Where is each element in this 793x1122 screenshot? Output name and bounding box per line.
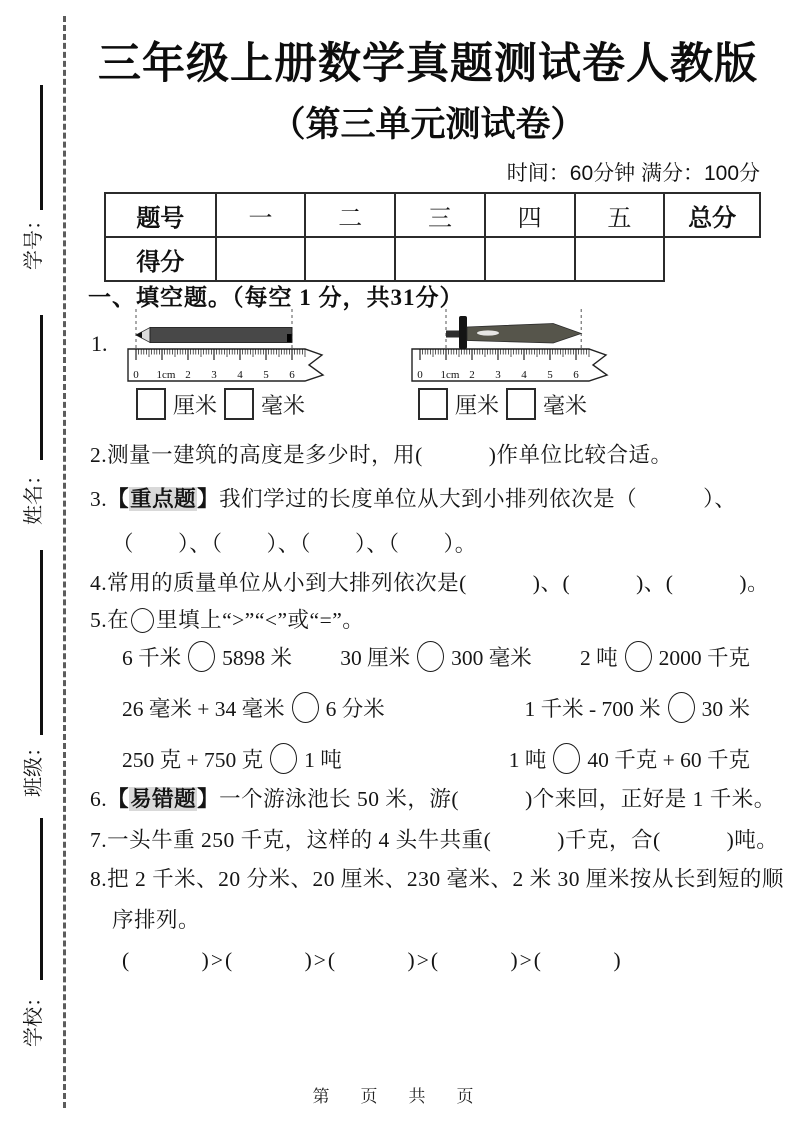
question-3-number: 3.: [90, 487, 108, 511]
comparison-right-value: 2000 千克: [658, 645, 750, 670]
score-header-cell: 总分: [664, 193, 760, 237]
comparison-right-value: 5898 米: [222, 645, 293, 670]
comparison-circle: [292, 692, 319, 723]
question-8-line1: 8.把 2 千米、20 分米、20 厘米、230 毫米、2 米 30 厘米按从长到短的顺: [90, 867, 784, 891]
unit-label-mm: 毫米: [543, 392, 588, 418]
comparison-pair: [524, 692, 750, 723]
comparison-right-value: 6 分米: [325, 696, 385, 721]
error-prone-badge: 易错题: [130, 787, 197, 811]
comparison-pair: [340, 641, 532, 672]
score-empty-cell: [575, 237, 665, 281]
unit-label-cm: 厘米: [455, 392, 500, 418]
score-empty-cell: [395, 237, 485, 281]
student-info-fill-line: [40, 550, 43, 735]
badge-bracket: 】: [197, 487, 220, 511]
page-footer: 第 页 共 页: [312, 1087, 481, 1106]
score-empty-cell: [485, 237, 575, 281]
fill-circle-icon: [131, 608, 154, 633]
ruler-number: 4: [237, 369, 243, 381]
key-question-badge: 重点题: [130, 487, 197, 511]
sword-handle: [446, 331, 460, 338]
question-3: [90, 482, 766, 513]
margin-label-school: 学校：: [23, 987, 45, 1047]
ruler-number: 6: [289, 369, 295, 381]
question-3-line2: （ ）、（ ）、（ ）、（ ）。: [112, 532, 477, 556]
score-header-cell: 五: [575, 193, 665, 237]
student-info-fill-line: [40, 818, 43, 980]
question-5-intro-suffix: 里填上“>”“<”或“=”。: [156, 608, 365, 632]
question-6-number: 6.: [90, 787, 108, 811]
comparison-circle: [417, 641, 444, 672]
score-table-score-row: [105, 237, 760, 281]
answer-box: [418, 388, 448, 420]
question-5-intro-prefix: 5.在: [90, 608, 130, 632]
comparison-left-value: 250 克 + 750 克: [122, 747, 264, 772]
comparison-right-value: 1 吨: [304, 747, 342, 772]
section1-heading: 一、填空题。（每空 1 分，共31分）: [88, 285, 464, 310]
comparison-pair: [580, 641, 750, 672]
score-header-cell: 一: [216, 193, 306, 237]
binding-dashed-line: [63, 16, 66, 1108]
ruler-number: 4: [521, 369, 527, 381]
comparison-left-value: 30 厘米: [340, 645, 411, 670]
comparison-left-value: 26 毫米 + 34 毫米: [122, 696, 285, 721]
question-1-number: 1.: [91, 331, 108, 356]
badge-bracket: 【: [107, 787, 130, 811]
comparison-circle: [553, 743, 580, 774]
comparison-pair: [122, 641, 292, 672]
question-2: 2.测量一建筑的高度是多少时，用( )作单位比较合适。: [90, 443, 673, 467]
answer-group-right: [418, 388, 587, 420]
comparison-right-value: 40 千克 + 60 千克: [587, 747, 750, 772]
student-info-fill-line: [40, 315, 43, 460]
exam-page-content: [88, 0, 784, 1122]
question-5-comparison-rows: [88, 636, 764, 789]
comparison-left-value: 1 千米 - 700 米: [524, 696, 661, 721]
page-title: 三年级上册数学真题测试卷人教版: [98, 40, 758, 88]
comparison-pair: [122, 743, 342, 774]
question-6-text: 一个游泳池长 50 米，游( )个来回，正好是 1 千米。: [219, 787, 776, 811]
pencil-body: [150, 328, 292, 343]
score-table-header-row: [105, 193, 760, 237]
question-8-line2: 序排列。: [112, 908, 201, 932]
question-5-intro: [90, 603, 766, 634]
ruler-number: 6: [573, 369, 579, 381]
ruler-number: 3: [211, 369, 217, 381]
ruler-number: 2: [185, 369, 191, 381]
question-1-answers: [88, 388, 768, 430]
pencil-end-cap: [287, 334, 292, 342]
pencil-point: [136, 332, 142, 338]
comparison-pair: [509, 743, 750, 774]
sword-blade-highlight: [477, 330, 499, 335]
margin-label-class: 班级：: [23, 737, 45, 797]
comparison-right-value: 30 米: [701, 696, 750, 721]
ruler-number: 0: [417, 369, 423, 381]
answer-box: [136, 388, 166, 420]
comparison-pair: [122, 692, 385, 723]
comparison-row: [88, 687, 764, 727]
ruler-number: 0: [133, 369, 139, 381]
answer-box: [506, 388, 536, 420]
comparison-left-value: 1 吨: [508, 747, 547, 772]
score-row-label: 得分: [105, 237, 216, 281]
ruler-number: 2: [469, 369, 475, 381]
score-empty-cell: [216, 237, 306, 281]
margin-label-student-number: 学号：: [23, 210, 45, 270]
comparison-row: [88, 636, 764, 676]
question-4: 4.常用的质量单位从小到大排列依次是( )、( )、( )。: [90, 571, 770, 595]
ruler-number: 1cm: [156, 369, 176, 381]
score-table: [104, 192, 761, 282]
comparison-right-value: 300 毫米: [451, 645, 532, 670]
comparison-circle: [668, 692, 695, 723]
unit-label-cm: 厘米: [173, 392, 218, 418]
badge-bracket: 】: [197, 787, 220, 811]
question-1-figures: [88, 303, 768, 389]
margin-label-name: 姓名：: [23, 465, 45, 525]
score-header-cell: 题号: [105, 193, 216, 237]
ruler-number: 3: [495, 369, 501, 381]
unit-label-mm: 毫米: [261, 392, 306, 418]
score-empty-cell: [305, 237, 395, 281]
comparison-left-value: 6 千米: [122, 645, 182, 670]
ruler-pencil-figure: [126, 305, 332, 385]
page-subtitle: （第三单元测试卷）: [270, 105, 586, 144]
comparison-row: [88, 738, 764, 778]
ruler-number: 1cm: [440, 369, 460, 381]
exam-time-score-info: 时间：60分钟 满分：100分: [506, 162, 760, 185]
ruler-number: 5: [547, 369, 553, 381]
score-header-cell: 二: [305, 193, 395, 237]
sword-crossguard: [459, 316, 467, 349]
comparison-circle: [625, 641, 652, 672]
question-6: [90, 782, 776, 813]
answer-group-left: [136, 388, 305, 420]
question-7: 7.一头牛重 250 千克，这样的 4 头牛共重( )千克，合( )吨。: [90, 828, 779, 852]
badge-bracket: 【: [107, 487, 130, 511]
ruler-sword-figure: [410, 305, 616, 385]
score-header-cell: 四: [485, 193, 575, 237]
student-info-fill-line: [40, 85, 43, 210]
score-header-cell: 三: [395, 193, 485, 237]
ruler-number: 5: [263, 369, 269, 381]
comparison-left-value: 2 吨: [579, 645, 618, 670]
question-3-text: 我们学过的长度单位从大到小排列依次是（ ）、: [219, 487, 737, 511]
question-8-answer-blanks: ( )>( )>( )>( )>( ): [122, 948, 623, 972]
comparison-circle: [270, 743, 297, 774]
answer-box: [224, 388, 254, 420]
comparison-circle: [188, 641, 215, 672]
